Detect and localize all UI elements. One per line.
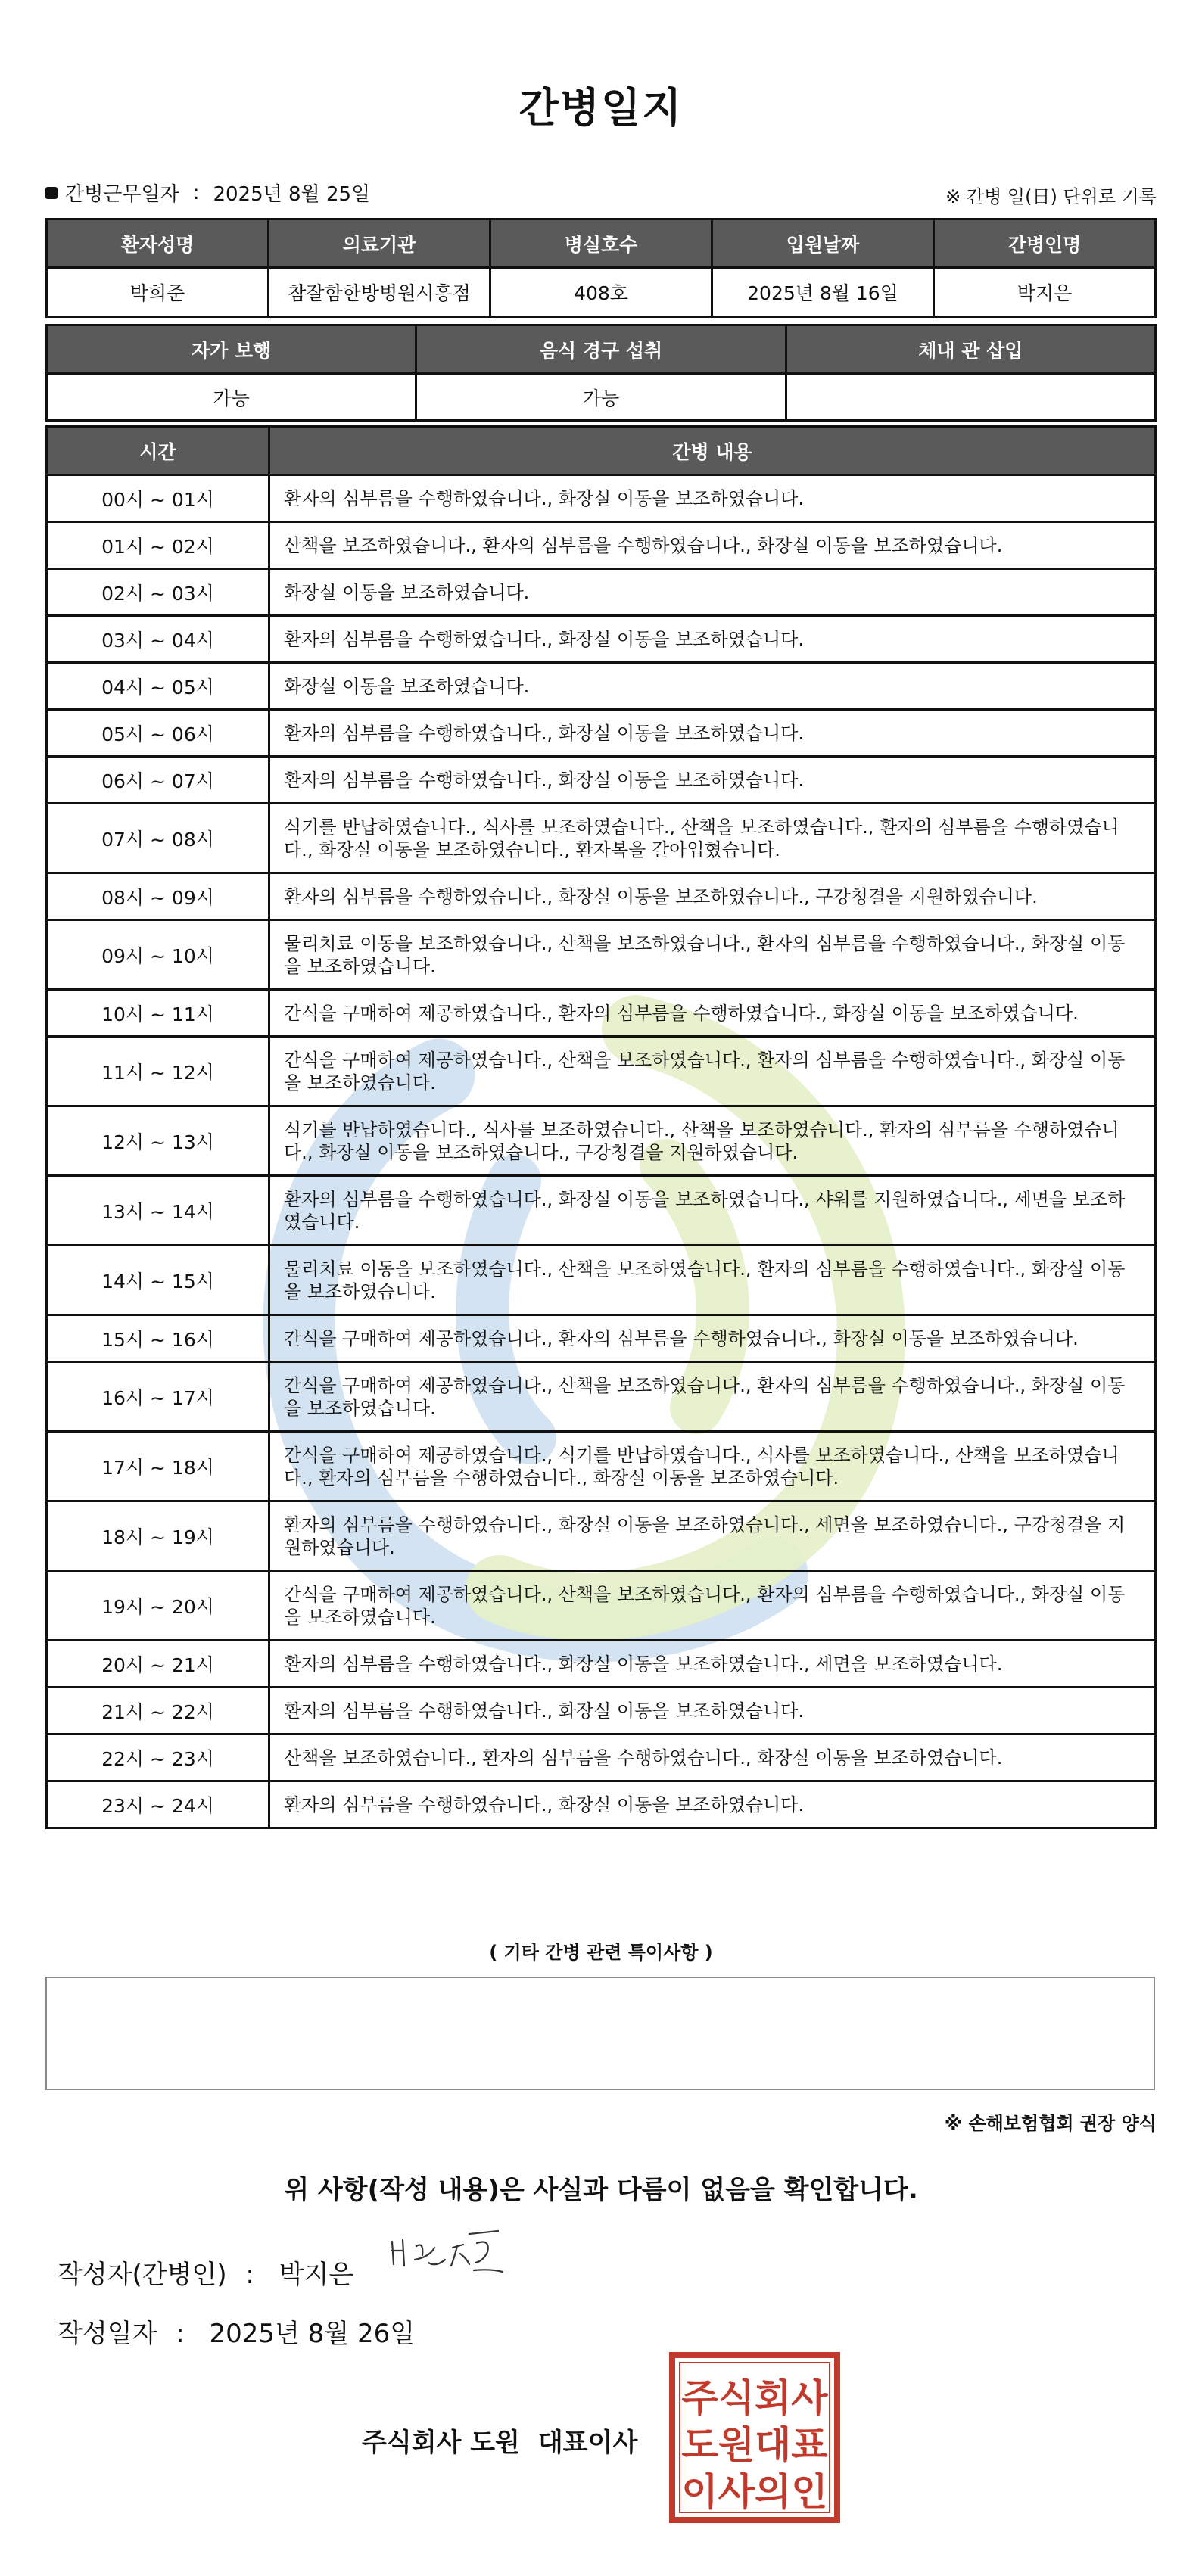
care-log-content: 환자의 심부름을 수행하였습니다., 화장실 이동을 보조하였습니다. [269, 710, 1156, 757]
header-time: 시간 [47, 427, 269, 475]
header-room: 병실호수 [490, 219, 712, 268]
confirmation-statement: 위 사항(작성 내용)은 사실과 다름이 없음을 확인합니다. [284, 2175, 918, 2205]
care-log-content: 간식을 구매하여 제공하였습니다., 산책을 보조하였습니다., 환자의 심부름을 수행하였습니다., 화장실 이동을 보조하였습니다. [269, 1037, 1156, 1106]
care-log-row [47, 1362, 1156, 1432]
header-patient-name: 환자성명 [47, 219, 269, 268]
header-caregiver: 간병인명 [934, 219, 1156, 268]
care-log-row [47, 1781, 1156, 1828]
writer-label: 작성자(간병인) [58, 2260, 227, 2290]
care-log-content: 간식을 구매하여 제공하였습니다., 환자의 심부름을 수행하였습니다., 화장실 이동을 보조하였습니다. [269, 1315, 1156, 1362]
care-log-row [47, 522, 1156, 569]
care-log-content: 환자의 심부름을 수행하였습니다., 화장실 이동을 보조하였습니다. [269, 1688, 1156, 1734]
care-log-row [47, 804, 1156, 873]
care-log-row [47, 1501, 1156, 1571]
svg-text:도원대표: 도원대표 [681, 2423, 828, 2467]
care-log-row [47, 920, 1156, 990]
patient-info-header-row [47, 219, 1156, 268]
care-log-content: 간식을 구매하여 제공하였습니다., 식기를 반납하였습니다., 식사를 보조하였습니다., 산책을 보조하였습니다., 환자의 심부름을 수행하였습니다., 화장실 이동을 보조하였습니다. [269, 1432, 1156, 1501]
patient-info-value-row [47, 268, 1156, 317]
representative-title: 대표이사 [537, 2428, 638, 2458]
care-log-time: 04시 ~ 05시 [47, 663, 269, 710]
care-log-row [47, 1688, 1156, 1734]
notes-box [45, 1977, 1155, 2090]
header-oral-intake: 음식 경구 섭취 [416, 325, 786, 374]
care-log-time: 00시 ~ 01시 [47, 475, 269, 522]
care-log-row [47, 663, 1156, 710]
svg-text:이사의인: 이사의인 [681, 2470, 828, 2514]
svg-text:주식회사: 주식회사 [681, 2376, 828, 2420]
care-log-time: 19시 ~ 20시 [47, 1571, 269, 1641]
care-log-time: 14시 ~ 15시 [47, 1246, 269, 1315]
care-log-time: 22시 ~ 23시 [47, 1734, 269, 1781]
care-log-time: 23시 ~ 24시 [47, 1781, 269, 1828]
write-date-label: 작성일자 [58, 2319, 157, 2349]
care-log-content: 환자의 심부름을 수행하였습니다., 화장실 이동을 보조하였습니다., 구강청결을 지원하였습니다. [269, 873, 1156, 920]
work-date-value: 2025년 8월 25일 [213, 183, 371, 206]
care-log-content: 환자의 심부름을 수행하였습니다., 화장실 이동을 보조하였습니다. [269, 1781, 1156, 1828]
work-date-separator: : [192, 181, 200, 204]
company-signoff [362, 2422, 637, 2459]
care-log-content: 간식을 구매하여 제공하였습니다., 산책을 보조하였습니다., 환자의 심부름을 수행하였습니다., 화장실 이동을 보조하였습니다. [269, 1571, 1156, 1641]
care-log-time: 06시 ~ 07시 [47, 757, 269, 804]
care-log-row [47, 1176, 1156, 1246]
patient-info-table [45, 218, 1157, 318]
footnote: ※ 손해보험협회 권장 양식 [944, 2113, 1157, 2134]
care-log-row [47, 873, 1156, 920]
admission-date: 2025년 8월 16일 [712, 268, 934, 317]
company-seal-icon [669, 2352, 840, 2523]
care-log-time: 02시 ~ 03시 [47, 569, 269, 616]
write-date-row [58, 2313, 415, 2350]
care-log-table [45, 425, 1157, 1829]
care-log-row [47, 1037, 1156, 1106]
care-log-row [47, 475, 1156, 522]
unit-note: ※ 간병 일(日) 단위로 기록 [945, 186, 1157, 207]
ability-table [45, 324, 1157, 422]
care-log-time: 17시 ~ 18시 [47, 1432, 269, 1501]
work-date-label: 간병근무일자 [65, 183, 179, 206]
care-log-row [47, 710, 1156, 757]
writer-name: 박지은 [279, 2260, 354, 2290]
header-walking: 자가 보행 [47, 325, 416, 374]
care-log-content: 환자의 심부름을 수행하였습니다., 화장실 이동을 보조하였습니다., 세면을 보조하였습니다. [269, 1641, 1156, 1688]
oral-intake-value: 가능 [416, 374, 786, 421]
care-log-row [47, 1571, 1156, 1641]
care-log-time: 08시 ~ 09시 [47, 873, 269, 920]
care-log-content: 환자의 심부름을 수행하였습니다., 화장실 이동을 보조하였습니다. [269, 475, 1156, 522]
ability-value-row [47, 374, 1156, 421]
care-log-time: 05시 ~ 06시 [47, 710, 269, 757]
care-log-time: 01시 ~ 02시 [47, 522, 269, 569]
write-date-value: 2025년 8월 26일 [209, 2319, 416, 2349]
care-log-time: 10시 ~ 11시 [47, 990, 269, 1037]
header-hospital: 의료기관 [269, 219, 490, 268]
care-log-time: 03시 ~ 04시 [47, 616, 269, 663]
care-log-content: 간식을 구매하여 제공하였습니다., 산책을 보조하였습니다., 환자의 심부름을 수행하였습니다., 화장실 이동을 보조하였습니다. [269, 1362, 1156, 1432]
care-log-row [47, 1432, 1156, 1501]
care-log-content: 산책을 보조하였습니다., 환자의 심부름을 수행하였습니다., 화장실 이동을 보조하였습니다. [269, 1734, 1156, 1781]
care-log-body [47, 475, 1156, 1828]
care-log-row [47, 1246, 1156, 1315]
company-name: 주식회사 도원 [362, 2428, 520, 2458]
care-log-row [47, 1734, 1156, 1781]
care-log-row [47, 569, 1156, 616]
write-date-separator: : [176, 2319, 185, 2349]
care-log-time: 20시 ~ 21시 [47, 1641, 269, 1688]
signature-icon [385, 2225, 513, 2285]
care-log-time: 21시 ~ 22시 [47, 1688, 269, 1734]
care-log-row [47, 1641, 1156, 1688]
care-log-content: 환자의 심부름을 수행하였습니다., 화장실 이동을 보조하였습니다., 세면을 보조하였습니다., 구강청결을 지원하였습니다. [269, 1501, 1156, 1571]
walking-value: 가능 [47, 374, 416, 421]
care-log-time: 18시 ~ 19시 [47, 1501, 269, 1571]
care-log-content: 화장실 이동을 보조하였습니다. [269, 663, 1156, 710]
header-care-content: 간병 내용 [269, 427, 1156, 475]
care-log-content: 환자의 심부름을 수행하였습니다., 화장실 이동을 보조하였습니다., 샤워를 지원하였습니다., 세면을 보조하였습니다. [269, 1176, 1156, 1246]
care-log-row [47, 757, 1156, 804]
tube-value [786, 374, 1155, 421]
care-log-time: 12시 ~ 13시 [47, 1106, 269, 1176]
header-tube: 체내 관 삽입 [786, 325, 1155, 374]
care-log-row [47, 1106, 1156, 1176]
caregiver-name: 박지은 [934, 268, 1156, 317]
bullet-square-icon [45, 187, 58, 199]
notes-title: ( 기타 간병 관련 특이사항 ) [489, 1942, 713, 1963]
care-log-content: 물리치료 이동을 보조하였습니다., 산책을 보조하였습니다., 환자의 심부름을 수행하였습니다., 화장실 이동을 보조하였습니다. [269, 920, 1156, 990]
work-date-row [45, 179, 370, 207]
care-log-content: 환자의 심부름을 수행하였습니다., 화장실 이동을 보조하였습니다. [269, 757, 1156, 804]
care-log-content: 물리치료 이동을 보조하였습니다., 산책을 보조하였습니다., 환자의 심부름을 수행하였습니다., 화장실 이동을 보조하였습니다. [269, 1246, 1156, 1315]
care-log-content: 식기를 반납하였습니다., 식사를 보조하였습니다., 산책을 보조하였습니다., 환자의 심부름을 수행하였습니다., 화장실 이동을 보조하였습니다., 환자복을 갈아입혔습니다. [269, 804, 1156, 873]
writer-separator: : [245, 2260, 254, 2290]
room-number: 408호 [490, 268, 712, 317]
care-log-content: 화장실 이동을 보조하였습니다. [269, 569, 1156, 616]
patient-name: 박희준 [47, 268, 269, 317]
writer-row [58, 2254, 353, 2291]
document-title: 간병일지 [518, 84, 684, 132]
care-log-content: 산책을 보조하였습니다., 환자의 심부름을 수행하였습니다., 화장실 이동을 보조하였습니다. [269, 522, 1156, 569]
care-log-time: 15시 ~ 16시 [47, 1315, 269, 1362]
care-log-content: 환자의 심부름을 수행하였습니다., 화장실 이동을 보조하였습니다. [269, 616, 1156, 663]
care-log-row [47, 1315, 1156, 1362]
header-admission-date: 입원날짜 [712, 219, 934, 268]
care-log-time: 09시 ~ 10시 [47, 920, 269, 990]
care-log-time: 11시 ~ 12시 [47, 1037, 269, 1106]
care-log-row [47, 616, 1156, 663]
hospital-name: 참잘함한방병원시흥점 [269, 268, 490, 317]
care-log-content: 간식을 구매하여 제공하였습니다., 환자의 심부름을 수행하였습니다., 화장실 이동을 보조하였습니다. [269, 990, 1156, 1037]
care-log-time: 16시 ~ 17시 [47, 1362, 269, 1432]
ability-header-row [47, 325, 1156, 374]
care-log-header-row [47, 427, 1156, 475]
care-log-time: 13시 ~ 14시 [47, 1176, 269, 1246]
care-log-content: 식기를 반납하였습니다., 식사를 보조하였습니다., 산책을 보조하였습니다., 환자의 심부름을 수행하였습니다., 화장실 이동을 보조하였습니다., 구강청결을 지원하였습니다. [269, 1106, 1156, 1176]
care-log-time: 07시 ~ 08시 [47, 804, 269, 873]
care-log-row [47, 990, 1156, 1037]
